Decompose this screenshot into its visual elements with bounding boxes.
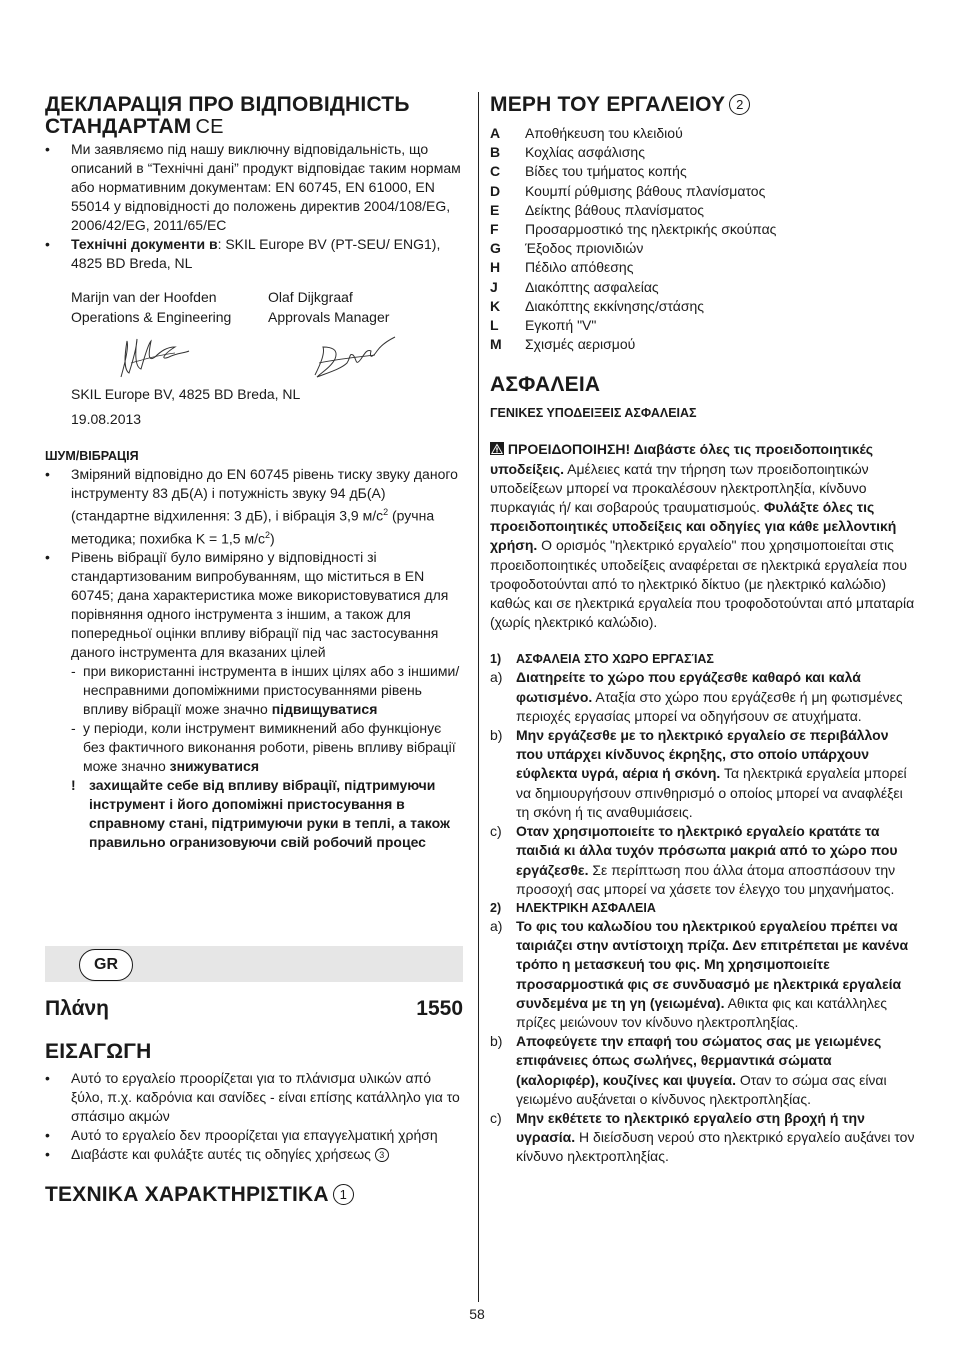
- safety-item: [490, 917, 915, 1032]
- part-key: H: [490, 259, 501, 276]
- dash-item: [71, 719, 465, 776]
- part-label: Κουμπί ρύθμισης βάθους πλανίσματος: [525, 182, 766, 199]
- ce-mark: CE: [195, 116, 224, 138]
- section-title: ΗΛΕΚΤΡΙΚΗ ΑΣΦΑΛΕΙΑ: [516, 900, 656, 915]
- company-address: SKIL Europe BV, 4825 BD Breda, NL: [71, 386, 301, 402]
- item-text: Τα ηλεκτρικά εργαλεία μπορεί να δημιουργήσουν σπινθηρισμό ο οποίος μπορεί να αναφλέξει τη σκόνη ή τις αναθυμιάσεις.: [516, 765, 907, 820]
- item-letter: c): [490, 823, 502, 840]
- part-key: D: [490, 182, 501, 199]
- parts-list: [490, 124, 915, 354]
- item-bold: Το φις του καλωδίου του ηλεκτρικού εργαλείου πρέπει να ταιριάζει στην αντίστοιχη πρίζα. Δεν επιτρέπεται με κανένα τρόπο η μετασκευή του φις. Μη χρησιμοποιείτε προσαρμοστικά φις σε συνδυασμό με ηλεκτρικά εργαλεία συνδεμένα με τη γη (γειωμένα).: [516, 917, 909, 1011]
- declaration-date: 19.08.2013: [71, 411, 142, 427]
- dash-text: у періоди, коли інструмент вимикнений або функціонує без фактичного виконання роботи, рівень впливу вібрації може значно: [83, 720, 456, 775]
- figure-ref-1: 1: [333, 1184, 354, 1205]
- tech-docs-text: : SKIL Europe BV (PT-SEU/ ENG1), 4825 BD Breda, NL: [71, 236, 441, 271]
- part-label: Πέδιλο απόθεσης: [525, 259, 634, 276]
- signer-1-role: Operations & Engineering: [71, 309, 232, 325]
- tech-title: [45, 1184, 463, 1206]
- part-item: [490, 162, 915, 181]
- bullet: •: [45, 549, 50, 566]
- figure-ref-3: 3: [375, 1148, 389, 1162]
- item-text: Αθικτα φις και κατάλληλες πρίζες μειώνουν τον κίνδυνο ηλεκτροπληξίας.: [516, 994, 888, 1030]
- left-bottom-column: [45, 997, 463, 1206]
- right-column: [490, 90, 915, 1167]
- safety-item: [490, 822, 915, 899]
- bullet: •: [45, 1146, 50, 1162]
- bullet: •: [45, 1070, 50, 1086]
- part-key: C: [490, 163, 501, 180]
- part-item: [490, 278, 915, 297]
- left-column: [45, 90, 465, 852]
- part-item: [490, 239, 915, 258]
- item-bold: Μην εκθέτετε το ηλεκτρικό εργαλείο στη βροχή ή την υγρασία.: [516, 1109, 865, 1146]
- part-label: Προσαρμοστικό της ηλεκτρικής σκούπας: [525, 221, 777, 238]
- declaration-item: [45, 140, 465, 235]
- signer-2-role: Approvals Manager: [268, 309, 390, 325]
- item-text: Η διείσδυση νερού στο ηλεκτρικό εργαλείο αυξάνει τον κίνδυνο ηλεκτροπληξίας.: [516, 1129, 915, 1165]
- section-number: 1): [490, 652, 502, 667]
- dash-bold: підвищуватися: [271, 701, 378, 718]
- noise-text-b: (ручна методика; похибка K = 1,5 м/с: [71, 507, 435, 547]
- tech-title-text: ΤΕΧΝΙΚΑ ΧΑΡΑΚΤΗΡΙΣΤΙΚΑ: [45, 1183, 329, 1206]
- part-label: Σχισμές αερισμού: [525, 336, 636, 353]
- dash-item: [71, 662, 465, 719]
- bullet: •: [45, 1127, 50, 1143]
- figure-ref-2: 2: [729, 94, 750, 115]
- signatory-1: [71, 287, 268, 327]
- part-key: K: [490, 297, 501, 314]
- dash: -: [71, 720, 76, 737]
- vibration-warning-text: захищайте себе від впливу вібрації, підтримуючи інструмент і його допоміжні пристосування в справному стані, підтримуючи руки в теплі, а також правильно огранизовуючи свій робочий процес: [89, 777, 450, 851]
- part-label: Διακόπτης ασφαλείας: [525, 278, 659, 295]
- item-letter: c): [490, 1109, 502, 1126]
- safety-item: [490, 1109, 915, 1167]
- warning-bold-1: ΠΡΟΕΙΔΟΠΟΙΗΣΗ! Διαβάστε όλες τις προειδοποιητικές υποδείξεις.: [490, 441, 874, 477]
- superscript: 2: [383, 507, 389, 517]
- part-label: Κοχλίας ασφάλισης: [525, 144, 645, 161]
- signatory-2: [268, 287, 465, 327]
- signer-1-name: Marijn van der Hoofden: [71, 289, 217, 305]
- intro-title: ΕΙΣΑΓΩΓΗ: [45, 1040, 152, 1063]
- part-label: Διακόπτης εκκίνησης/στάσης: [525, 297, 705, 314]
- item-text: Αταξία στο χώρο που εργάζεσθε ή μη φωτισμένες περιοχές εργασίας μπορεί να οδηγήσουν σε ατυχήματα.: [516, 688, 903, 724]
- section-title: ΑΣΦΑΛΕΙΑ ΣΤΟ ΧΩΡΟ ΕΡΓΑΣΊΑΣ: [516, 652, 714, 667]
- part-key: L: [490, 317, 499, 334]
- item-letter: b): [490, 727, 503, 744]
- part-item: [490, 316, 915, 335]
- product-model: 1550: [416, 997, 463, 1020]
- part-key: A: [490, 125, 501, 141]
- intro-item: [45, 1069, 463, 1126]
- item-bold: Διατηρείτε το χώρο που εργάζεσθε καθαρό και καλά φωτισμένο.: [516, 669, 861, 705]
- superscript: 2: [264, 529, 270, 540]
- safety-item: [490, 726, 915, 822]
- safety-item: [490, 668, 915, 726]
- intro-text: Αυτό το εργαλείο δεν προορίζεται για επαγγελματική χρήση: [71, 1127, 438, 1143]
- vibration-dash-list: [71, 662, 465, 776]
- part-item: [490, 182, 915, 201]
- page-number: 58: [469, 1306, 485, 1322]
- part-item: [490, 124, 915, 143]
- item-bold: Αποφεύγετε την επαφή του σώματος σας με γειωμένες επιφάνειες όπως σωλήνες, θερμαντικά σώματα (καλοριφέρ), κουζίνες και ψυγεία.: [516, 1033, 882, 1088]
- part-item: [490, 258, 915, 277]
- parts-title-text: ΜΕΡΗ ΤΟΥ ΕΡΓΑΛΕΙΟΥ: [490, 93, 726, 116]
- part-item: [490, 335, 915, 354]
- intro-list: [45, 1069, 463, 1164]
- declaration-title-text: ДЕКЛАРАЦІЯ ПРО ВІДПОВІДНІСТЬ СТАНДАРТАМ: [45, 93, 410, 138]
- signatories: [71, 287, 465, 327]
- item-text: Οταν το σώμα σας είναι γειωμένο αυξάνεται ο κίνδυνος ηλεκτροπληξίας.: [516, 1071, 887, 1107]
- bullet: •: [45, 466, 50, 482]
- part-key: B: [490, 144, 501, 161]
- column-divider: [478, 92, 479, 1302]
- signatures: [71, 327, 465, 385]
- language-badge: GR: [79, 949, 133, 981]
- intro-text: Αυτό το εργαλείο προορίζεται για το πλάνισμα υλικών από ξύλο, π.χ. καδρόνια και σανίδες - είναι επίσης κατάλληλο για το σπάσιμο ακμών: [71, 1070, 460, 1124]
- intro-item: [45, 1126, 463, 1145]
- noise-vibration-title: ШУМ/ВІБРАЦІЯ: [45, 449, 139, 463]
- product-title-row: [45, 997, 463, 1021]
- vibration-warning: [71, 776, 465, 852]
- item-letter: a): [490, 917, 503, 934]
- part-label: Αποθήκευση του κλειδιού: [525, 125, 683, 141]
- item-text: Σε περίπτωση που άλλα άτομα αποσπάσουν την προσοχή σας μπορεί να χάσετε τον έλεγχο του μηχανήματος.: [516, 861, 896, 897]
- item-bold: Οταν χρησιμοποιείτε το ηλεκτρικό εργαλείο κρατάτε τα παιδιά κι άλλα τυχόν πρόσωπα μακριά από το χώρο που εργάζεσθε.: [516, 823, 898, 878]
- declaration-item: [45, 235, 465, 273]
- noise-list: [45, 465, 465, 776]
- section-number: 2): [490, 900, 502, 915]
- bullet: •: [45, 236, 50, 252]
- item-letter: a): [490, 669, 503, 686]
- intro-text: Διαβάστε και φυλάξτε αυτές τις οδηγίες χρήσεως: [71, 1146, 371, 1162]
- declaration-text: Ми заявляємо під нашу виключну відповідальність, що описаний в “Технічні дані” продукт відповідає таким нормам або нормативним документам: EN 60745, EN 61000, EN 55014 у відповідності до положень директив 2004/108/EG, 2006/42/EG, 2011/65/EC: [71, 141, 461, 233]
- item-letter: b): [490, 1033, 503, 1050]
- declaration-title: [45, 94, 465, 138]
- part-key: F: [490, 221, 499, 238]
- part-label: Εγκοπή "V": [525, 317, 597, 334]
- part-item: [490, 143, 915, 162]
- part-label: Έξοδος πριονιδιών: [525, 240, 644, 257]
- tech-docs-label: Технічні документи в: [71, 236, 218, 252]
- warning-triangle-icon: [490, 442, 504, 455]
- exclamation: !: [71, 777, 76, 794]
- part-key: J: [490, 278, 498, 295]
- noise-text-a: Зміряний відповідно до EN 60745 рівень тиску звуку даного інструменту 83 дБ(A) і потужність звуку 94 дБ(A) (стандартне відхилення: 3 дБ), і вібрація 3,9 м/с: [71, 466, 458, 524]
- bullet: •: [45, 141, 50, 157]
- vibration-text: Рівень вібрації було виміряно у відповідності зі стандартизованим випробуванням, що міститься в EN 60745; дана характеристика може використовуватися для порівняння одного інструмента з іншим, а також для попередньої оцінки впливу вібрації під час застосування даного інструмента для вказаних цілей: [71, 549, 449, 661]
- warning-text-1: Αμέλειες κατά την τήρηση των προειδοποιητικών υποδείξεων μπορεί να προκαλέσουν ηλεκτροπληξία, κίνδυνο πυρκαγιάς ή/ και σοβαρούς τραυματισμούς.: [490, 460, 869, 516]
- intro-item: [45, 1145, 463, 1164]
- declaration-list: [45, 140, 465, 273]
- dash: -: [71, 663, 76, 680]
- noise-text-c: ): [270, 530, 275, 547]
- dash-text: при використанні інструмента в інших цілях або з іншими/несправними допоміжними пристосуваннями рівень впливу вібрації може значно: [83, 663, 460, 718]
- part-key: G: [490, 240, 501, 257]
- noise-item: [45, 548, 465, 776]
- language-bar: [45, 946, 463, 982]
- warning-text-2: Ο ορισμός "ηλεκτρικό εργαλείο" που χρησιμοποιείται στις προειδοποιητικές υποδείξεις αναφέρεται σε ηλεκτρικά εργαλεία που τροφοδοτούνται από το ηλεκτρικό δίκτυο (με ηλεκτρικό καλώδιο) καθώς και σε ηλεκτρικά εργαλεία που τροφοδοτούνται από μπαταρία (χωρίς ηλεκτρικό καλώδιο).: [490, 537, 915, 631]
- part-item: [490, 220, 915, 239]
- safety-title: ΑΣΦΑΛΕΙΑ: [490, 373, 601, 397]
- item-bold: Μην εργάζεσθε με το ηλεκτρικό εργαλείο σε περιβάλλον που υπάρχει κίνδυνος έκρηξης, στο οποίο υπάρχουν εύφλεκτα υγρά, αέρια ή σκόνη.: [516, 727, 889, 782]
- signature-1-icon: [115, 333, 195, 385]
- general-warning: [490, 440, 915, 632]
- safety-item: [490, 1032, 915, 1109]
- parts-title: [490, 94, 915, 116]
- electrical-safety-title: [490, 899, 915, 917]
- part-label: Δείκτης βάθους πλανίσματος: [525, 201, 704, 218]
- general-safety-title: ΓΕΝΙΚΕΣ ΥΠΟΔΕΙΞΕΙΣ ΑΣΦΑΛΕΙΑΣ: [490, 406, 697, 421]
- part-item: [490, 297, 915, 316]
- noise-item: [45, 465, 465, 548]
- part-item: [490, 201, 915, 220]
- part-key: M: [490, 336, 502, 353]
- signature-2-icon: [307, 333, 403, 385]
- dash-bold: знижуватися: [169, 758, 259, 775]
- signer-2-name: Olaf Dijkgraaf: [268, 289, 353, 305]
- part-key: E: [490, 201, 500, 218]
- part-label: Βίδες του τμήματος κοπής: [525, 163, 687, 180]
- product-name: Πλάνη: [45, 997, 110, 1020]
- work-area-safety-title: [490, 650, 915, 668]
- warning-bold-2: Φυλάξτε όλες τις προειδοποιητικές υποδείξεις και οδηγίες για κάθε μελλοντική χρήση.: [490, 499, 897, 554]
